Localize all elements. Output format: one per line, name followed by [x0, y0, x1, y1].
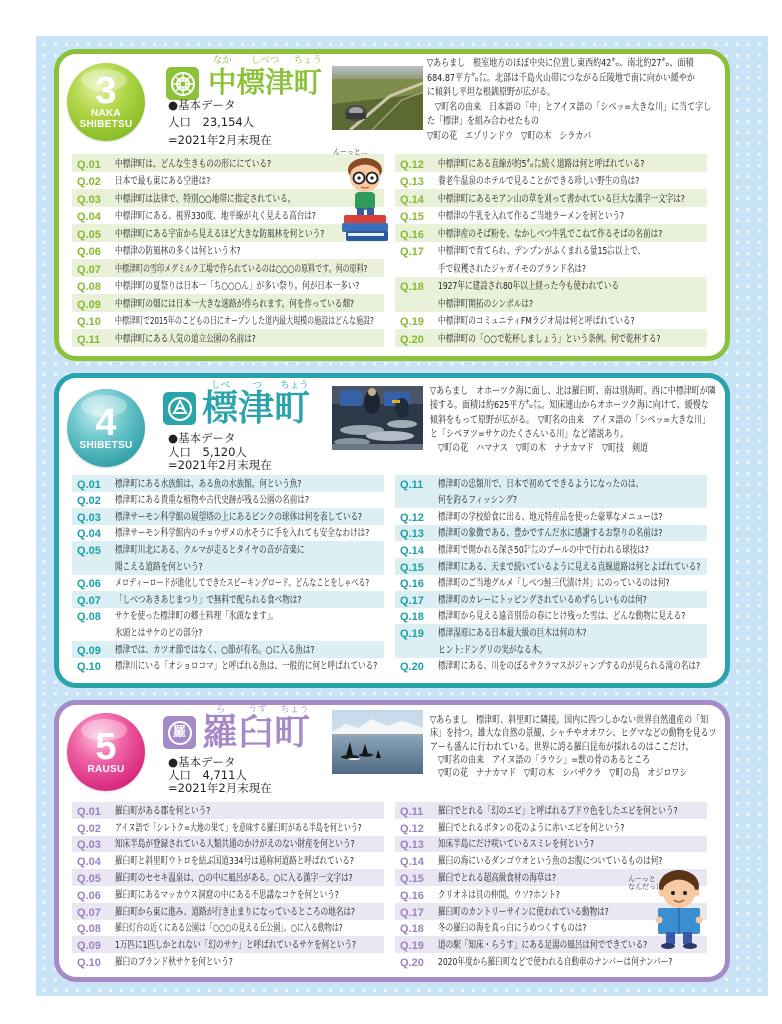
- question-text: 中標津町にある直線が約5㌔㍍続く道路は何と呼ばれている?: [438, 158, 645, 170]
- question-text: 手で収穫されたジャガイモのブランド名は?: [438, 263, 587, 275]
- question-text: 中標津町で育てられ、デンプンがふくまれる量15㌫以上で、: [438, 246, 646, 257]
- town-number-badge: [67, 389, 145, 467]
- question-row: [72, 525, 384, 542]
- question-row: [72, 658, 384, 675]
- question-number: Q.15: [400, 561, 424, 574]
- population: 人口 23,154人: [168, 115, 255, 129]
- question-text: 1927年に建設され80年以上経った今も使われている: [438, 281, 620, 292]
- question-row: [72, 886, 384, 903]
- question-text: 標津町から見える遠音別岳の春にとけ残った雪は、どんな動物に見える?: [438, 611, 686, 623]
- title-ruby: しべ: [210, 380, 230, 391]
- question-text: 冬の羅臼の海を真っ白にうめつくすものは?: [438, 923, 587, 935]
- question-number: Q.18: [400, 923, 424, 936]
- question-row: [395, 242, 707, 277]
- question-text: 羅臼でとれるボタンの花のように赤いエビを何という?: [438, 822, 625, 834]
- question-text: 中標津町の夏祭りは日本一「ち○○○ん」が多い祭り。何が日本一多い?: [115, 281, 360, 292]
- character-thought-text: んーっと…: [333, 148, 368, 156]
- description-line: ▽町の花 ナナカマド ▽町の木 シバザクラ ▽町の鳥 オジロワシ: [430, 768, 688, 780]
- question-text: メロディーロードが進化してできたスピーキングロード。どんなことをしゃべる?: [115, 578, 370, 590]
- question-number: Q.19: [400, 627, 424, 640]
- question-row: [72, 591, 384, 608]
- question-text: クリオネは貝の仲間。ウソ?ホント?: [438, 889, 560, 901]
- question-row: [72, 869, 384, 886]
- question-number: Q.13: [400, 839, 424, 852]
- question-text: 中標津町は、どんな生きものの形ににている?: [115, 158, 272, 170]
- question-text: 羅臼町と斜里町ウトロを結ぶ国道334号は通称何道路と呼ばれている?: [115, 856, 354, 868]
- question-number: Q.02: [77, 495, 101, 508]
- question-text: 「しべつあきあじまつり」で無料で配られる食べ物は?: [115, 594, 302, 606]
- town-number-badge: [67, 713, 145, 791]
- question-list-right: [395, 154, 707, 347]
- question-text: 標津サーモン科学館内のチョウザメの水そうに手を入れても安全なわけは?: [115, 528, 370, 540]
- town-title: 中標津町: [208, 66, 323, 99]
- town-card-rausu: [54, 700, 730, 982]
- question-row: [72, 329, 384, 347]
- question-text: 中標津町にあるモアン山の草を刈って書かれている巨大な漢字一文字は?: [438, 193, 685, 205]
- question-row: [395, 624, 707, 657]
- question-text: 何を釣るフィッシング?: [438, 495, 518, 507]
- description-line: と「シベヲツ=サケのたくさんいる川」など諸説あり。: [430, 428, 629, 440]
- question-text: 標津町の学校給食に出る、地元特産品を使った豪華なメニューは?: [438, 511, 663, 523]
- title-ruby: ちょう: [293, 55, 323, 66]
- question-number: Q.07: [77, 906, 101, 919]
- town-card-nakashibetsu: [54, 49, 730, 361]
- question-text: 中標津町開拓のシンボルは?: [438, 298, 534, 310]
- question-number: Q.03: [77, 839, 101, 852]
- description-line: 684.87平方㌔㍍。北部は千島火山帯につながる丘陵地で南に向かい緩やか: [427, 72, 695, 84]
- title-ruby: ちょう: [280, 380, 309, 391]
- question-number: Q.17: [400, 594, 424, 607]
- question-number: Q.14: [400, 193, 424, 206]
- question-number: Q.12: [400, 511, 424, 524]
- question-number: Q.03: [77, 511, 101, 524]
- question-number: Q.06: [77, 246, 101, 258]
- question-number: Q.04: [77, 856, 101, 869]
- question-row: [395, 836, 707, 853]
- population: 人口 4,711人: [168, 768, 247, 782]
- question-row: [72, 819, 384, 836]
- question-row: [395, 541, 707, 558]
- as-of-date: =2021年2月末現在: [168, 133, 272, 147]
- question-number: Q.08: [77, 281, 101, 293]
- question-text: 標津町のご当地グルメ「しべつ鮭三代漬け丼」にのっているのは何?: [438, 578, 670, 590]
- town-description: [427, 57, 727, 145]
- question-number: Q.14: [400, 856, 424, 869]
- question-list-left: [72, 802, 384, 970]
- question-number: Q.20: [400, 956, 424, 969]
- question-text: 中標津産のそば粉を、なかしべつ牛乳でこねて作るそばの名前は?: [438, 228, 663, 240]
- question-row: [72, 277, 384, 295]
- question-text: 1万匹に1匹しかとれない「幻のサケ」と呼ばれているサケを何という?: [115, 940, 357, 952]
- boy-with-glasses-illustration: [338, 155, 394, 245]
- title-ruby: つ: [252, 380, 263, 391]
- question-number: Q.05: [77, 872, 101, 885]
- badge-romaji: RAUSU: [87, 763, 125, 775]
- title-reading: [208, 56, 322, 66]
- question-row: [395, 224, 707, 242]
- description-line: ▽あらまし 根室地方のほぼ中央に位置し東西約42㌔、南北約27㌔、面積: [427, 58, 694, 69]
- question-number: Q.11: [400, 478, 424, 491]
- description-line: ▽町名の由来 アイヌ語の「ラウシ」=獣の骨のあるところ: [430, 754, 651, 766]
- title-ruby: ちょう: [280, 704, 309, 715]
- town-title: 標津町: [202, 388, 311, 429]
- question-row: [395, 154, 707, 172]
- question-text: 中標津町の雪印メグミルク工場で作られているのは○○○の原料です。何の原料?: [115, 263, 368, 275]
- question-number: Q.17: [400, 246, 424, 258]
- question-row: [395, 312, 707, 330]
- town-photo: [332, 710, 423, 774]
- question-text: ヒント:ドングリの実がなる木。: [438, 644, 547, 656]
- question-number: Q.04: [77, 211, 101, 223]
- question-row: [395, 852, 707, 869]
- question-number: Q.04: [77, 528, 101, 541]
- question-number: Q.16: [400, 228, 424, 241]
- question-text: 標津町の忠類川で、日本で初めてできるようになったのは、: [438, 478, 644, 490]
- basic-data-label: ●基本データ: [168, 755, 236, 769]
- question-number: Q.14: [400, 544, 424, 557]
- question-row: [395, 558, 707, 575]
- question-row: [72, 852, 384, 869]
- question-text: 羅臼のブランド秋サケを何という?: [115, 956, 233, 968]
- question-text: 中標津の防風林の多くは何という木?: [115, 246, 241, 257]
- town-photo: [332, 386, 423, 450]
- town-title: 羅臼町: [202, 712, 311, 753]
- question-text: 中標津町のコミュニティFMラジオ局は何と呼ばれている?: [438, 316, 635, 327]
- question-number: Q.10: [77, 956, 101, 969]
- question-row: [72, 903, 384, 920]
- question-row: [72, 802, 384, 819]
- question-text: 道の駅「知床・らうす」にある足湯の風呂は何でできている?: [438, 940, 648, 952]
- description-line: アーも盛んに行われている。世界に誇る羅臼昆布が採れるのはここだけ。: [430, 741, 694, 753]
- badge-number: 4: [95, 401, 117, 444]
- question-number: Q.11: [400, 805, 424, 818]
- town-description: [430, 714, 730, 780]
- question-text: 知床半島が登録されている人類共通のかけがえのない財産を何という?: [115, 839, 355, 851]
- question-number: Q.01: [77, 158, 101, 171]
- question-row: [72, 475, 384, 492]
- question-text: 羅臼町がある郡を何という?: [115, 805, 211, 817]
- question-row: [395, 953, 707, 970]
- question-row: [72, 294, 384, 312]
- question-number: Q.05: [77, 228, 101, 241]
- question-text: 中標津町にある宇宙から見えるほど大きな防風林を何という?: [115, 228, 325, 240]
- badge-romaji: SHIBETSU: [79, 119, 133, 130]
- description-line: に傾斜し平坦な根釧原野が広がる。: [427, 87, 555, 99]
- description-line: ▽あらまし 標津町、斜里町に隣接。国内に四つしかない世界自然遺産の「知: [430, 715, 709, 726]
- question-text: 標津町で開かれる深さ50㌢㍍のプールの中で行われる球技は?: [438, 544, 649, 556]
- character-thought-text: [628, 875, 663, 891]
- description-line: た「標津」を組み合わせたもの: [427, 116, 539, 128]
- question-row: [395, 277, 707, 312]
- title-ruby: しべつ: [250, 55, 280, 66]
- badge-number: 3: [95, 70, 117, 112]
- question-text: 標津町川北にある、クルマが走るとタイヤの音が音楽に: [115, 544, 305, 556]
- question-number: Q.02: [77, 822, 101, 835]
- question-row: [72, 641, 384, 658]
- question-row: [395, 508, 707, 525]
- town-card-shibetsu: [54, 373, 730, 688]
- town-description: [430, 385, 730, 456]
- question-text: サケを使った標津町の郷土料理「氷頭なます」。: [115, 611, 279, 623]
- town-number-badge: [67, 63, 145, 141]
- question-number: Q.01: [77, 478, 101, 491]
- question-row: [395, 329, 707, 347]
- question-row: [395, 575, 707, 592]
- question-number: Q.13: [400, 528, 424, 541]
- description-line: ▽町名の由来 日本語の「中」とアイヌ語の「シベッ=大きな川」に当て字し: [427, 101, 712, 113]
- question-row: [72, 920, 384, 937]
- question-row: [72, 312, 384, 330]
- question-number: Q.13: [400, 176, 424, 188]
- question-text: 標津町にある水族館は、ある魚の水族館。何という魚?: [115, 478, 302, 490]
- question-number: Q.10: [77, 316, 101, 328]
- question-number: Q.19: [400, 940, 424, 953]
- question-number: Q.11: [77, 333, 101, 346]
- question-text: 2020年度から羅臼町などで使われる自動車のナンバーは何ナンバー?: [438, 956, 673, 968]
- question-number: Q.03: [77, 193, 101, 206]
- question-row: [72, 575, 384, 592]
- question-text: 標津町にある、天まで続いているように見える直線道路は何とよばれている?: [438, 561, 701, 573]
- question-row: [395, 525, 707, 542]
- question-text: 中標津町にある、視界330度、地平線が丸く見える高台は?: [115, 211, 316, 222]
- question-text: 聞こえる道路を何という?: [115, 561, 203, 573]
- question-row: [395, 172, 707, 190]
- question-row: [395, 189, 707, 207]
- question-text: 中標津町の「○○で乾杯しましょう」という条例。何で乾杯する?: [438, 333, 661, 345]
- question-row: [72, 492, 384, 509]
- question-row: [395, 207, 707, 225]
- description-line: 床」を持つ。雄大な自然の景観、シャチやオオワシ、ヒグマなどの動物を見るツ: [430, 728, 717, 740]
- question-text: 羅臼でとれる「幻のエビ」と呼ばれるブドウ色をしたエビを何という?: [438, 805, 678, 817]
- question-number: Q.06: [77, 889, 101, 902]
- description-line: ▽町の花 ハマナス ▽町の木 ナナカマド ▽町技 剣道: [430, 443, 648, 455]
- question-text: 羅臼町のセセキ温泉は、○の中に風呂がある。○に入る漢字一文字は?: [115, 872, 353, 884]
- question-row: [72, 936, 384, 953]
- question-row: [72, 259, 384, 277]
- question-number: Q.07: [77, 594, 101, 607]
- basic-data-label: ●基本データ: [168, 431, 236, 445]
- question-number: Q.10: [77, 661, 101, 674]
- question-text: 標津町のカレーにトッピングされているめずらしいものは何?: [438, 594, 647, 606]
- title-ruby: うす: [247, 704, 267, 715]
- question-number: Q.09: [77, 644, 101, 657]
- title-ruby: なか: [212, 55, 232, 66]
- question-text: 日本で最も東にある空港は?: [115, 176, 211, 187]
- question-list-right: [395, 475, 707, 674]
- thought-line: んーっと: [628, 875, 656, 883]
- question-text: 標津サーモン科学館の展望塔の上にあるピンクの球体は何を表している?: [115, 511, 363, 523]
- question-number: Q.02: [77, 176, 101, 188]
- question-number: Q.09: [77, 298, 101, 311]
- question-text: 羅臼でとれる超高級食材の海草は?: [438, 872, 557, 884]
- question-list-left: [72, 475, 384, 674]
- question-number: Q.16: [400, 889, 424, 902]
- badge-romaji: SHIBETSU: [79, 439, 133, 451]
- question-row: [395, 658, 707, 675]
- question-text: 氷頭とはサケのどの部分?: [115, 627, 203, 639]
- question-number: Q.05: [77, 544, 101, 557]
- question-number: Q.19: [400, 316, 424, 328]
- question-number: Q.08: [77, 923, 101, 936]
- question-number: Q.12: [400, 822, 424, 835]
- question-number: Q.01: [77, 805, 101, 818]
- question-number: Q.09: [77, 940, 101, 953]
- question-text: 知床半島にだけ咲いているスミレを何という?: [438, 839, 595, 851]
- question-text: 標津湿原にある日本最大級の巨木は何の木?: [438, 627, 587, 639]
- description-line: 接する。面積は約625平方㌔㍍。知床連山からオホーツク海に向けて、緩慢な: [430, 400, 709, 412]
- question-row: [72, 541, 384, 574]
- question-text: 標津町にある、川をのぼるサクラマスがジャンプするのが見られる滝の名は?: [438, 661, 700, 673]
- town-photo: [332, 66, 423, 130]
- question-number: Q.20: [400, 661, 424, 674]
- question-text: 羅臼の海にいるダンゴウオという魚のお腹についているものは何?: [438, 856, 663, 868]
- as-of-date: =2021年2月末現在: [168, 458, 272, 472]
- question-number: Q.12: [400, 158, 424, 171]
- question-text: 羅臼町にあるマッカウス洞窟の中にある不思議なコケを何という?: [115, 889, 339, 901]
- emblem-character: 羅: [168, 721, 192, 745]
- question-text: 中標津の牛乳を入れて作るご当地ラーメンを何という?: [438, 211, 625, 222]
- badge-number: 5: [95, 725, 117, 768]
- question-number: Q.17: [400, 906, 424, 919]
- question-text: 標津川にいる「オショロコマ」と呼ばれる魚は、一般的に何と呼ばれている?: [115, 661, 378, 673]
- description-line: 傾斜をもって原野が広がる。 ▽町名の由来 アイヌ語の「シベッ=大きな川」: [430, 414, 711, 426]
- question-row: [395, 819, 707, 836]
- question-text: 標津町にある貴重な植物や古代史跡が残る公園の名前は?: [115, 495, 310, 507]
- question-row: [395, 475, 707, 508]
- badge-romaji: NAKA: [90, 108, 122, 119]
- question-number: Q.08: [77, 611, 101, 624]
- town-emblem-icon: [163, 716, 196, 749]
- question-number: Q.20: [400, 333, 424, 346]
- question-number: Q.15: [400, 872, 424, 885]
- question-text: 標津では、カツオ節ではなく、○節が有名。○に入る魚は?: [115, 644, 315, 656]
- question-number: Q.18: [400, 611, 424, 624]
- question-row: [395, 591, 707, 608]
- question-number: Q.15: [400, 211, 424, 223]
- as-of-date: =2021年2月末現在: [168, 781, 272, 795]
- question-row: [395, 608, 707, 625]
- description-line: ▽あらまし オホーツク海に面し、北は羅臼町、南は別海町。西に中標津町が隣: [430, 386, 716, 397]
- population: 人口 5,120人: [168, 445, 247, 459]
- question-number: Q.07: [77, 263, 101, 276]
- question-number: Q.16: [400, 578, 424, 591]
- description-line: ▽町の花 エゾリンドウ ▽町の木 シラカバ: [427, 130, 592, 142]
- question-text: 羅臼町から東に進み、道路が行き止まりになっているところの地名は?: [115, 906, 356, 918]
- town-emblem-icon: [166, 67, 199, 100]
- question-text: 羅臼灯台の近くにある公園は「○○○の見える丘公園」。○に入る動物は?: [115, 923, 343, 935]
- question-row: [72, 953, 384, 970]
- thought-line: なんだっけ: [628, 883, 663, 891]
- question-number: Q.06: [77, 578, 101, 591]
- basic-data-label: ●基本データ: [168, 98, 236, 112]
- town-emblem-icon: [163, 392, 196, 425]
- question-number: Q.18: [400, 281, 424, 293]
- question-text: 標津町の象徴である、豊かですんだ水に感謝するお祭りの名前は?: [438, 528, 663, 540]
- question-text: 中標津町の畑には日本一大きな迷路が作られます。何を作っている畑?: [115, 298, 355, 310]
- question-text: 中標津町にある人気の道立公園の名前は?: [115, 333, 256, 345]
- question-text: アイヌ語で「シレトク=大地の果て」を意味する羅臼町がある半島を何という?: [115, 822, 362, 834]
- question-text: 羅臼町のカントリーサインに使われている動物は?: [438, 906, 609, 918]
- question-row: [72, 608, 384, 641]
- question-text: 養老牛温泉のホテルで見ることができる珍しい野生の鳥は?: [438, 176, 640, 187]
- title-ruby: ら: [215, 704, 226, 715]
- question-text: 中標津町で2015年のこどもの日にオープンした道内最大規模の施設はどんな施設?: [115, 316, 374, 327]
- question-row: [72, 836, 384, 853]
- question-row: [395, 802, 707, 819]
- question-text: 中標津町は法律で、特別○○地帯に指定されている。: [115, 193, 296, 205]
- question-row: [72, 508, 384, 525]
